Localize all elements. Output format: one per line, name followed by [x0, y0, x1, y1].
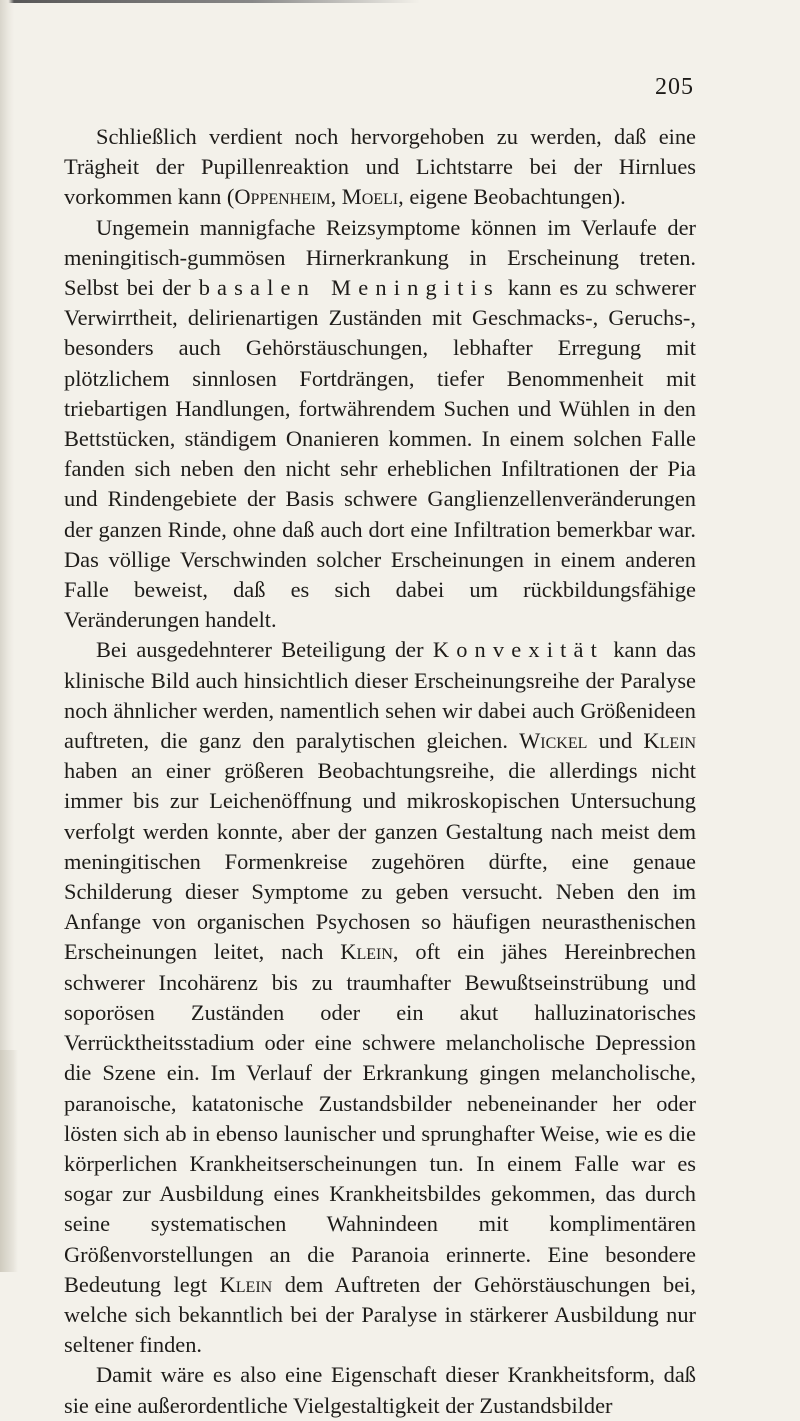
- body-text: [64, 122, 696, 1421]
- author-name: Klein: [340, 939, 393, 965]
- page-number: 205: [655, 74, 694, 100]
- paragraph-convexity: Bei ausgedehnterer Beteiligung der Konvexität kann das klinische Bild auch hinsichtlich dieser Erscheinungsreihe der Paralyse noch ähnlicher werden, namentlich sehen wir dabei auch Größenideen auftreten, die ganz den paralytischen gleichen. Wickel und Klein haben an einer größeren Beobachtungsreihe, die allerdings nicht immer bis zur Leichenöffnung und mikroskopischen Untersuchung verfolgt werden konnte, aber der ganzen Gestaltung nach meist dem meningitischen Formenkreise zugehören dürfte, eine genaue Schilderung dieser Symptome zu geben versucht. Neben den im Anfange von organischen Psychosen so häufigen neurasthenischen Erscheinungen leitet, nach Klein, oft ein jähes Hereinbrechen schwerer Incohärenz bis zu traumhafter Bewußtseinstrübung und soporösen Zuständen oder ein akut halluzinatorisches Verrücktheitsstadium oder eine schwere melancholische Depression die Szene ein. Im Verlauf der Erkrankung gingen melancholische, paranoische, katatonische Zustandsbilder nebeneinander her oder lösten sich ab in ebenso launischer und sprunghafter Weise, wie es die körperlichen Krankheitserscheinungen tun. In einem Falle war es sogar zur Ausbildung eines Krankheitsbildes gekommen, das durch seine systematischen Wahnindeen mit komplimentären Größenvorstellungen an die Paranoia erinnerte. Eine besondere Bedeutung legt Klein dem Auftreten der Gehörstäuschungen bei, welche sich bekanntlich bei der Paralyse in stärkerer Ausbildung nur seltener finden.: [64, 637, 697, 1358]
- paragraph-irritation-symptoms: Ungemein mannigfache Reizsymptome können im Verlaufe der meningitisch-gummösen Hirnerkrankung in Erscheinung treten. Selbst bei der basalen Meningitis kann es zu schwerer Verwirrtheit, delirienartigen Zuständen mit Geschmacks-, Geruchs-, besonders auch Gehörstäuschungen, lebhafter Erregung mit plötzlichem sinnlosen Fortdrängen, tiefer Benommenheit mit triebartigen Handlungen, fortwährendem Suchen und Wühlen in den Bettstücken, ständigem Onanieren kommen. In einem solchen Falle fanden sich neben den nicht sehr erheblichen Infiltrationen der Pia und Rindengebiete der Basis schwere Ganglienzellenveränderungen der ganzen Rinde, ohne daß auch dort eine Infiltration bemerkbar war. Das völlige Verschwinden solcher Erscheinungen in einem anderen Falle beweist, daß es sich dabei um rückbildungsfähige Veränderungen handelt.: [64, 214, 696, 633]
- emphasized-term: basalen Meningitis: [198, 275, 500, 301]
- author-name: Wickel: [519, 728, 588, 754]
- author-name: Klein: [219, 1271, 273, 1297]
- author-name: Klein: [643, 728, 697, 754]
- author-name: Moeli: [341, 184, 399, 210]
- author-name: Oppenheim: [234, 184, 331, 210]
- binding-shadow-lower: [0, 1050, 18, 1272]
- paragraph-pupil-reaction: Schließlich verdient noch hervorgehoben zu werden, daß eine Trägheit der Pupillenreaktion und Lichtstarre bei der Hirnlues vorkommen kann (Oppenheim, Moeli, eigene Beobachtungen).: [64, 124, 696, 210]
- paragraph-conclusion: Damit wäre es also eine Eigenschaft dieser Krankheitsform, daß sie eine außerordentliche Vielgestaltigkeit der Zustandsbilder: [64, 1362, 696, 1418]
- emphasized-term: Konvexität: [432, 637, 605, 663]
- page-edge-shadow: [0, 0, 420, 3]
